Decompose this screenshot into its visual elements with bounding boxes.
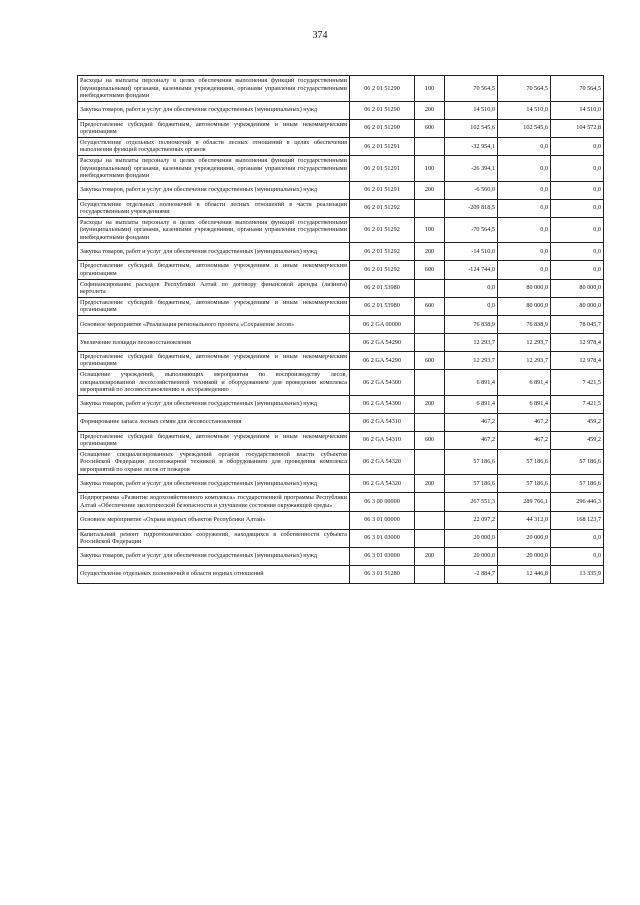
expense-type-cell [415, 333, 445, 351]
amount-year3-cell: 0,0 [551, 261, 604, 279]
expense-type-cell [415, 137, 445, 155]
target-code-cell: 06 2 01 51292 [350, 217, 415, 243]
table-row [78, 369, 604, 395]
table-row [78, 101, 604, 119]
amount-year1-cell: 20 000,0 [445, 547, 498, 565]
table-row [78, 449, 604, 475]
budget-table-body [78, 76, 604, 584]
amount-year1-cell: -26 394,1 [445, 155, 498, 181]
expense-name-cell: Формирование запаса лесных семян для лесовосстановления [78, 413, 350, 431]
expense-name-cell: Расходы на выплаты персоналу в целях обеспечения выполнения функций государственными (муниципальными) органами, казенными учреждениями, органами управления государственными внебюджетными фондами [78, 155, 350, 181]
expense-name-cell: Осуществление отдельных полномочий в области лесных отношений в целях обеспечения выполнения функций государственных органов [78, 137, 350, 155]
table-row [78, 137, 604, 155]
target-code-cell: 06 2 GA 54300 [350, 395, 415, 413]
amount-year1-cell: -14 510,0 [445, 243, 498, 261]
expense-type-cell [415, 315, 445, 333]
amount-year2-cell: 44 312,0 [498, 511, 551, 529]
expense-type-cell: 200 [415, 243, 445, 261]
amount-year3-cell: 459,2 [551, 431, 604, 449]
target-code-cell: 06 2 01 51290 [350, 119, 415, 137]
expense-type-cell [415, 369, 445, 395]
expense-name-cell: Оснащение специализированных учреждений органов государственной власти субъектов Российской Федерации лесопожарной техникой и оборудованием для проведения комплекса мероприятий по охране лесов от пожаров [78, 449, 350, 475]
expense-name-cell: Предоставление субсидий бюджетным, автономным учреждениям и иным некоммерческим организациям [78, 297, 350, 315]
expense-type-cell [415, 493, 445, 511]
expense-name-cell: Закупка товаров, работ и услуг для обеспечения государственных (муниципальных) нужд [78, 395, 350, 413]
amount-year2-cell: 6 891,4 [498, 395, 551, 413]
amount-year3-cell: 0,0 [551, 547, 604, 565]
target-code-cell: 06 2 GA 54310 [350, 431, 415, 449]
table-row [78, 76, 604, 102]
amount-year1-cell: 267 551,3 [445, 493, 498, 511]
target-code-cell: 06 3 00 00000 [350, 493, 415, 511]
expense-name-cell: Закупка товаров, работ и услуг для обеспечения государственных (муниципальных) нужд [78, 181, 350, 199]
amount-year3-cell: 12 978,4 [551, 351, 604, 369]
expense-name-cell: Увеличение площади лесовосстановления [78, 333, 350, 351]
page-number: 374 [312, 30, 328, 41]
expense-name-cell: Закупка товаров, работ и услуг для обеспечения государственных (муниципальных) нужд [78, 243, 350, 261]
target-code-cell: 06 2 GA 54300 [350, 369, 415, 395]
expense-type-cell: 100 [415, 217, 445, 243]
target-code-cell: 06 2 01 51291 [350, 137, 415, 155]
amount-year3-cell: 0,0 [551, 199, 604, 217]
expense-name-cell: Предоставление субсидий бюджетным, автономным учреждениям и иным некоммерческим организациям [78, 261, 350, 279]
amount-year2-cell: 0,0 [498, 243, 551, 261]
amount-year1-cell: 6 891,4 [445, 395, 498, 413]
amount-year1-cell: -124 744,0 [445, 261, 498, 279]
expense-type-cell [415, 199, 445, 217]
amount-year3-cell: 7 421,5 [551, 369, 604, 395]
amount-year3-cell: 78 045,7 [551, 315, 604, 333]
table-row [78, 547, 604, 565]
expense-type-cell: 200 [415, 181, 445, 199]
table-row [78, 297, 604, 315]
amount-year2-cell: 467,2 [498, 413, 551, 431]
expense-name-cell: Закупка товаров, работ и услуг для обеспечения государственных (муниципальных) нужд [78, 547, 350, 565]
amount-year1-cell: -70 564,5 [445, 217, 498, 243]
target-code-cell: 06 2 01 53980 [350, 279, 415, 297]
amount-year1-cell: 12 293,7 [445, 351, 498, 369]
target-code-cell: 06 2 GA 54320 [350, 475, 415, 493]
expense-name-cell: Осуществление отдельных полномочий в области водных отношений [78, 565, 350, 583]
amount-year3-cell: 296 446,3 [551, 493, 604, 511]
expense-type-cell: 100 [415, 76, 445, 102]
amount-year1-cell: 467,2 [445, 431, 498, 449]
amount-year3-cell: 459,2 [551, 413, 604, 431]
amount-year2-cell: 57 186,6 [498, 475, 551, 493]
target-code-cell: 06 2 01 51290 [350, 76, 415, 102]
amount-year3-cell: 13 335,9 [551, 565, 604, 583]
budget-table [77, 75, 604, 584]
amount-year1-cell: 0,0 [445, 279, 498, 297]
expense-name-cell: Расходы на выплаты персоналу в целях обеспечения выполнения функций государственными (муниципальными) органами, казенными учреждениями, органами управления государственными внебюджетными фондами [78, 217, 350, 243]
expense-type-cell: 600 [415, 261, 445, 279]
target-code-cell: 06 2 01 51290 [350, 101, 415, 119]
amount-year3-cell: 57 186,6 [551, 449, 604, 475]
amount-year1-cell: -32 954,1 [445, 137, 498, 155]
expense-name-cell: Предоставление субсидий бюджетным, автономным учреждениям и иным некоммерческим организациям [78, 119, 350, 137]
target-code-cell: 06 3 01 00000 [350, 511, 415, 529]
amount-year2-cell: 80 000,0 [498, 279, 551, 297]
table-row [78, 493, 604, 511]
amount-year1-cell: 76 838,9 [445, 315, 498, 333]
expense-name-cell: Осуществление отдельных полномочий в области лесных отношений в части реализации государственными учреждениями [78, 199, 350, 217]
expense-name-cell: Капитальный ремонт гидротехнических сооружений, находящихся в собственности субъекта Российской Федерации [78, 529, 350, 547]
table-row [78, 261, 604, 279]
expense-type-cell: 600 [415, 431, 445, 449]
expense-type-cell [415, 279, 445, 297]
amount-year3-cell: 80 000,0 [551, 297, 604, 315]
expense-type-cell: 600 [415, 297, 445, 315]
amount-year3-cell: 168 123,7 [551, 511, 604, 529]
expense-type-cell: 200 [415, 547, 445, 565]
amount-year1-cell: 14 510,0 [445, 101, 498, 119]
target-code-cell: 06 2 GA 00000 [350, 315, 415, 333]
table-row [78, 565, 604, 583]
expense-type-cell [415, 529, 445, 547]
amount-year1-cell: 467,2 [445, 413, 498, 431]
amount-year1-cell: 12 293,7 [445, 333, 498, 351]
amount-year3-cell: 57 186,6 [551, 475, 604, 493]
amount-year2-cell: 12 293,7 [498, 351, 551, 369]
expense-name-cell: Основное мероприятие «Реализация регионального проекта «Сохранение лесов» [78, 315, 350, 333]
amount-year1-cell: 102 545,6 [445, 119, 498, 137]
amount-year1-cell: -209 818,5 [445, 199, 498, 217]
amount-year3-cell: 0,0 [551, 155, 604, 181]
expense-type-cell: 200 [415, 395, 445, 413]
table-row [78, 199, 604, 217]
amount-year3-cell: 70 564,5 [551, 76, 604, 102]
amount-year2-cell: 14 510,0 [498, 101, 551, 119]
amount-year2-cell: 289 766,1 [498, 493, 551, 511]
amount-year1-cell: -6 560,0 [445, 181, 498, 199]
amount-year3-cell: 80 000,0 [551, 279, 604, 297]
amount-year3-cell: 14 510,0 [551, 101, 604, 119]
expense-name-cell: Оснащение учреждений, выполняющих мероприятия по воспроизводству лесов, специализированной лесохозяйственной техникой и оборудованием для проведения комплекса мероприятий по лесовосстановлению и лесоразведению [78, 369, 350, 395]
target-code-cell: 06 3 01 51280 [350, 565, 415, 583]
table-row [78, 511, 604, 529]
table-row [78, 395, 604, 413]
amount-year1-cell: -2 884,7 [445, 565, 498, 583]
table-row [78, 217, 604, 243]
amount-year2-cell: 6 891,4 [498, 369, 551, 395]
target-code-cell: 06 2 GA 54320 [350, 449, 415, 475]
amount-year1-cell: 57 186,6 [445, 475, 498, 493]
amount-year2-cell: 80 000,0 [498, 297, 551, 315]
expense-name-cell: Закупка товаров, работ и услуг для обеспечения государственных (муниципальных) нужд [78, 475, 350, 493]
table-row [78, 279, 604, 297]
expense-name-cell: Предоставление субсидий бюджетным, автономным учреждениям и иным некоммерческим организациям [78, 351, 350, 369]
target-code-cell: 06 3 01 03000 [350, 547, 415, 565]
table-row [78, 351, 604, 369]
amount-year1-cell: 22 097,2 [445, 511, 498, 529]
table-row [78, 155, 604, 181]
table-row [78, 529, 604, 547]
expense-name-cell: Предоставление субсидий бюджетным, автономным учреждениям и иным некоммерческим организациям [78, 431, 350, 449]
amount-year1-cell: 20 000,0 [445, 529, 498, 547]
expense-type-cell: 100 [415, 155, 445, 181]
target-code-cell: 06 2 GA 54290 [350, 351, 415, 369]
target-code-cell: 06 3 01 03000 [350, 529, 415, 547]
target-code-cell: 06 2 GA 54310 [350, 413, 415, 431]
amount-year3-cell: 0,0 [551, 137, 604, 155]
target-code-cell: 06 2 01 51292 [350, 261, 415, 279]
amount-year2-cell: 0,0 [498, 137, 551, 155]
amount-year2-cell: 12 293,7 [498, 333, 551, 351]
amount-year3-cell: 0,0 [551, 217, 604, 243]
expense-name-cell: Основное мероприятие «Охрана водных объектов Республики Алтай» [78, 511, 350, 529]
expense-name-cell: Расходы на выплаты персоналу в целях обеспечения выполнения функций государственными (муниципальными) органами, казенными учреждениями, органами управления государственными внебюджетными фондами [78, 76, 350, 102]
expense-type-cell: 600 [415, 119, 445, 137]
amount-year3-cell: 0,0 [551, 529, 604, 547]
expense-type-cell: 600 [415, 351, 445, 369]
table-row [78, 243, 604, 261]
table-row [78, 315, 604, 333]
amount-year2-cell: 76 838,9 [498, 315, 551, 333]
amount-year2-cell: 467,2 [498, 431, 551, 449]
table-row [78, 181, 604, 199]
table-row [78, 119, 604, 137]
table-row [78, 475, 604, 493]
expense-name-cell: Подпрограмма «Развитие водохозяйственного комплекса» государственной программы Республики Алтай «Обеспечение экологической безопасности и улучшение состояния окружающей среды» [78, 493, 350, 511]
amount-year2-cell: 0,0 [498, 181, 551, 199]
target-code-cell: 06 2 01 51291 [350, 155, 415, 181]
table-row [78, 431, 604, 449]
expense-type-cell: 200 [415, 475, 445, 493]
expense-name-cell: Софинансирование расходов Республики Алтай по договору финансовой аренды (лизинга) вертолета [78, 279, 350, 297]
target-code-cell: 06 2 01 51292 [350, 199, 415, 217]
amount-year2-cell: 57 186,6 [498, 449, 551, 475]
target-code-cell: 06 2 GA 54290 [350, 333, 415, 351]
expense-type-cell: 200 [415, 101, 445, 119]
expense-type-cell [415, 511, 445, 529]
amount-year2-cell: 20 000,0 [498, 529, 551, 547]
amount-year2-cell: 0,0 [498, 155, 551, 181]
amount-year2-cell: 102 545,6 [498, 119, 551, 137]
amount-year3-cell: 12 978,4 [551, 333, 604, 351]
expense-type-cell [415, 449, 445, 475]
target-code-cell: 06 2 01 53980 [350, 297, 415, 315]
amount-year3-cell: 0,0 [551, 243, 604, 261]
amount-year3-cell: 104 572,8 [551, 119, 604, 137]
amount-year3-cell: 0,0 [551, 181, 604, 199]
amount-year2-cell: 12 446,8 [498, 565, 551, 583]
amount-year2-cell: 0,0 [498, 217, 551, 243]
amount-year1-cell: 70 564,5 [445, 76, 498, 102]
amount-year2-cell: 70 564,5 [498, 76, 551, 102]
amount-year2-cell: 0,0 [498, 199, 551, 217]
amount-year2-cell: 20 000,0 [498, 547, 551, 565]
target-code-cell: 06 2 01 51291 [350, 181, 415, 199]
table-row [78, 413, 604, 431]
amount-year3-cell: 7 421,5 [551, 395, 604, 413]
expense-type-cell [415, 565, 445, 583]
expense-type-cell [415, 413, 445, 431]
amount-year2-cell: 0,0 [498, 261, 551, 279]
expense-name-cell: Закупка товаров, работ и услуг для обеспечения государственных (муниципальных) нужд [78, 101, 350, 119]
amount-year1-cell: 6 891,4 [445, 369, 498, 395]
target-code-cell: 06 2 01 51292 [350, 243, 415, 261]
amount-year1-cell: 57 186,6 [445, 449, 498, 475]
table-row [78, 333, 604, 351]
amount-year1-cell: 0,0 [445, 297, 498, 315]
